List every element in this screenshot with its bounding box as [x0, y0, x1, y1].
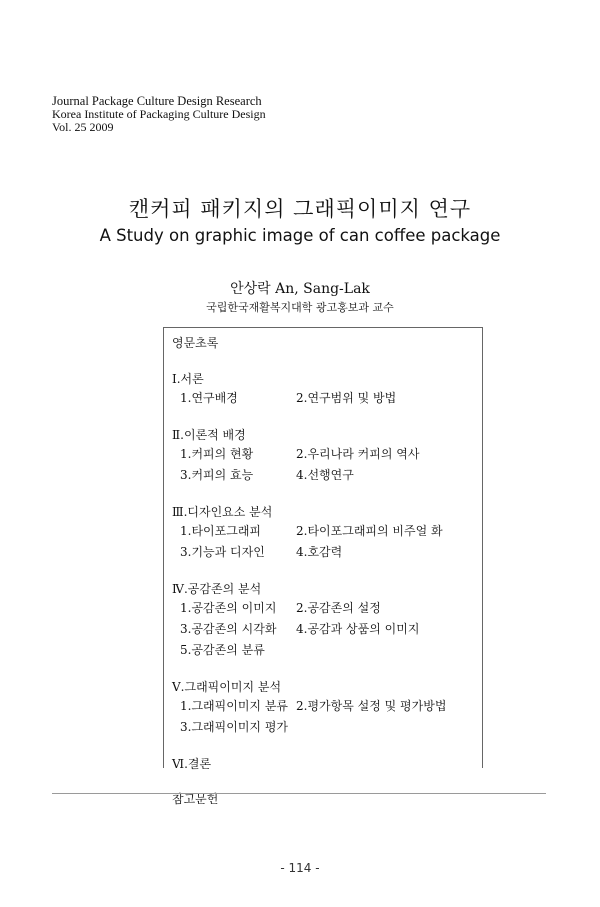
toc-item: 2.공감존의 설정	[296, 601, 381, 615]
toc-item: 2.타이포그래피의 비주얼 화	[296, 524, 443, 538]
journal-name: Journal Package Culture Design Research	[52, 94, 262, 108]
toc-item: 1.타이포그래피	[180, 524, 262, 538]
journal-institute: Korea Institute of Packaging Culture Design	[52, 107, 266, 121]
toc-item: 1.공감존의 이미지	[180, 601, 277, 615]
journal-header	[52, 95, 266, 134]
toc-row	[172, 521, 446, 542]
toc-section	[172, 678, 446, 738]
toc-section-title: Ⅵ.결론	[172, 757, 212, 771]
toc-section	[172, 426, 446, 486]
toc-item: 1.커피의 현황	[180, 447, 254, 461]
toc-section-title: Ⅴ.그래픽이미지 분석	[172, 680, 282, 694]
toc-item: 4.호감력	[296, 545, 343, 559]
toc-section-title: Ⅳ.공감존의 분석	[172, 582, 262, 596]
toc-section-title: Ⅰ.서론	[172, 372, 204, 386]
toc-item: 3.기능과 디자인	[180, 545, 265, 559]
toc-item: 4.공감과 상품의 이미지	[296, 622, 420, 636]
toc-section-title: Ⅱ.이론적 배경	[172, 428, 246, 442]
toc-item: 2.우리나라 커피의 역사	[296, 447, 420, 461]
toc-item: 1.연구배경	[180, 391, 238, 405]
toc-item: 5.공감존의 분류	[180, 643, 265, 657]
footer-divider	[52, 793, 546, 794]
toc-section	[172, 580, 446, 661]
toc-row	[172, 542, 446, 563]
author-name: 안상락 An, Sang-Lak	[230, 281, 370, 297]
toc-row	[172, 619, 446, 640]
toc-item: 3.그래픽이미지 평가	[180, 720, 289, 734]
toc-item: 4.선행연구	[296, 468, 354, 482]
toc-row	[172, 717, 446, 738]
paper-title-english: A Study on graphic image of can coffee package	[99, 226, 501, 245]
toc-abstract: 영문초록	[172, 336, 219, 350]
page-number: - 114 -	[280, 861, 320, 875]
paper-title-korean: 캔커피 패키지의 그래픽이미지 연구	[128, 197, 472, 221]
toc-row	[172, 640, 446, 661]
toc-item: 2.평가항목 설정 및 평가방법	[296, 699, 447, 713]
toc-section-title: 참고문헌	[172, 792, 219, 806]
toc-row	[172, 696, 446, 717]
toc-row	[172, 465, 446, 486]
journal-volume: Vol. 25 2009	[52, 120, 114, 134]
author-affiliation: 국립한국재활복지대학 광고홍보과 교수	[206, 301, 394, 314]
toc-section-title: Ⅲ.디자인요소 분석	[172, 505, 273, 519]
toc-section	[172, 755, 446, 773]
toc-item: 3.커피의 효능	[180, 468, 254, 482]
toc-item: 3.공감존의 시각화	[180, 622, 277, 636]
toc-row	[172, 444, 446, 465]
toc-item: 1.그래픽이미지 분류	[180, 699, 289, 713]
toc-item: 2.연구범위 및 방법	[296, 391, 397, 405]
toc-section	[172, 370, 446, 409]
table-of-contents	[172, 334, 446, 825]
toc-row	[172, 598, 446, 619]
toc-section	[172, 503, 446, 563]
toc-row	[172, 388, 446, 409]
